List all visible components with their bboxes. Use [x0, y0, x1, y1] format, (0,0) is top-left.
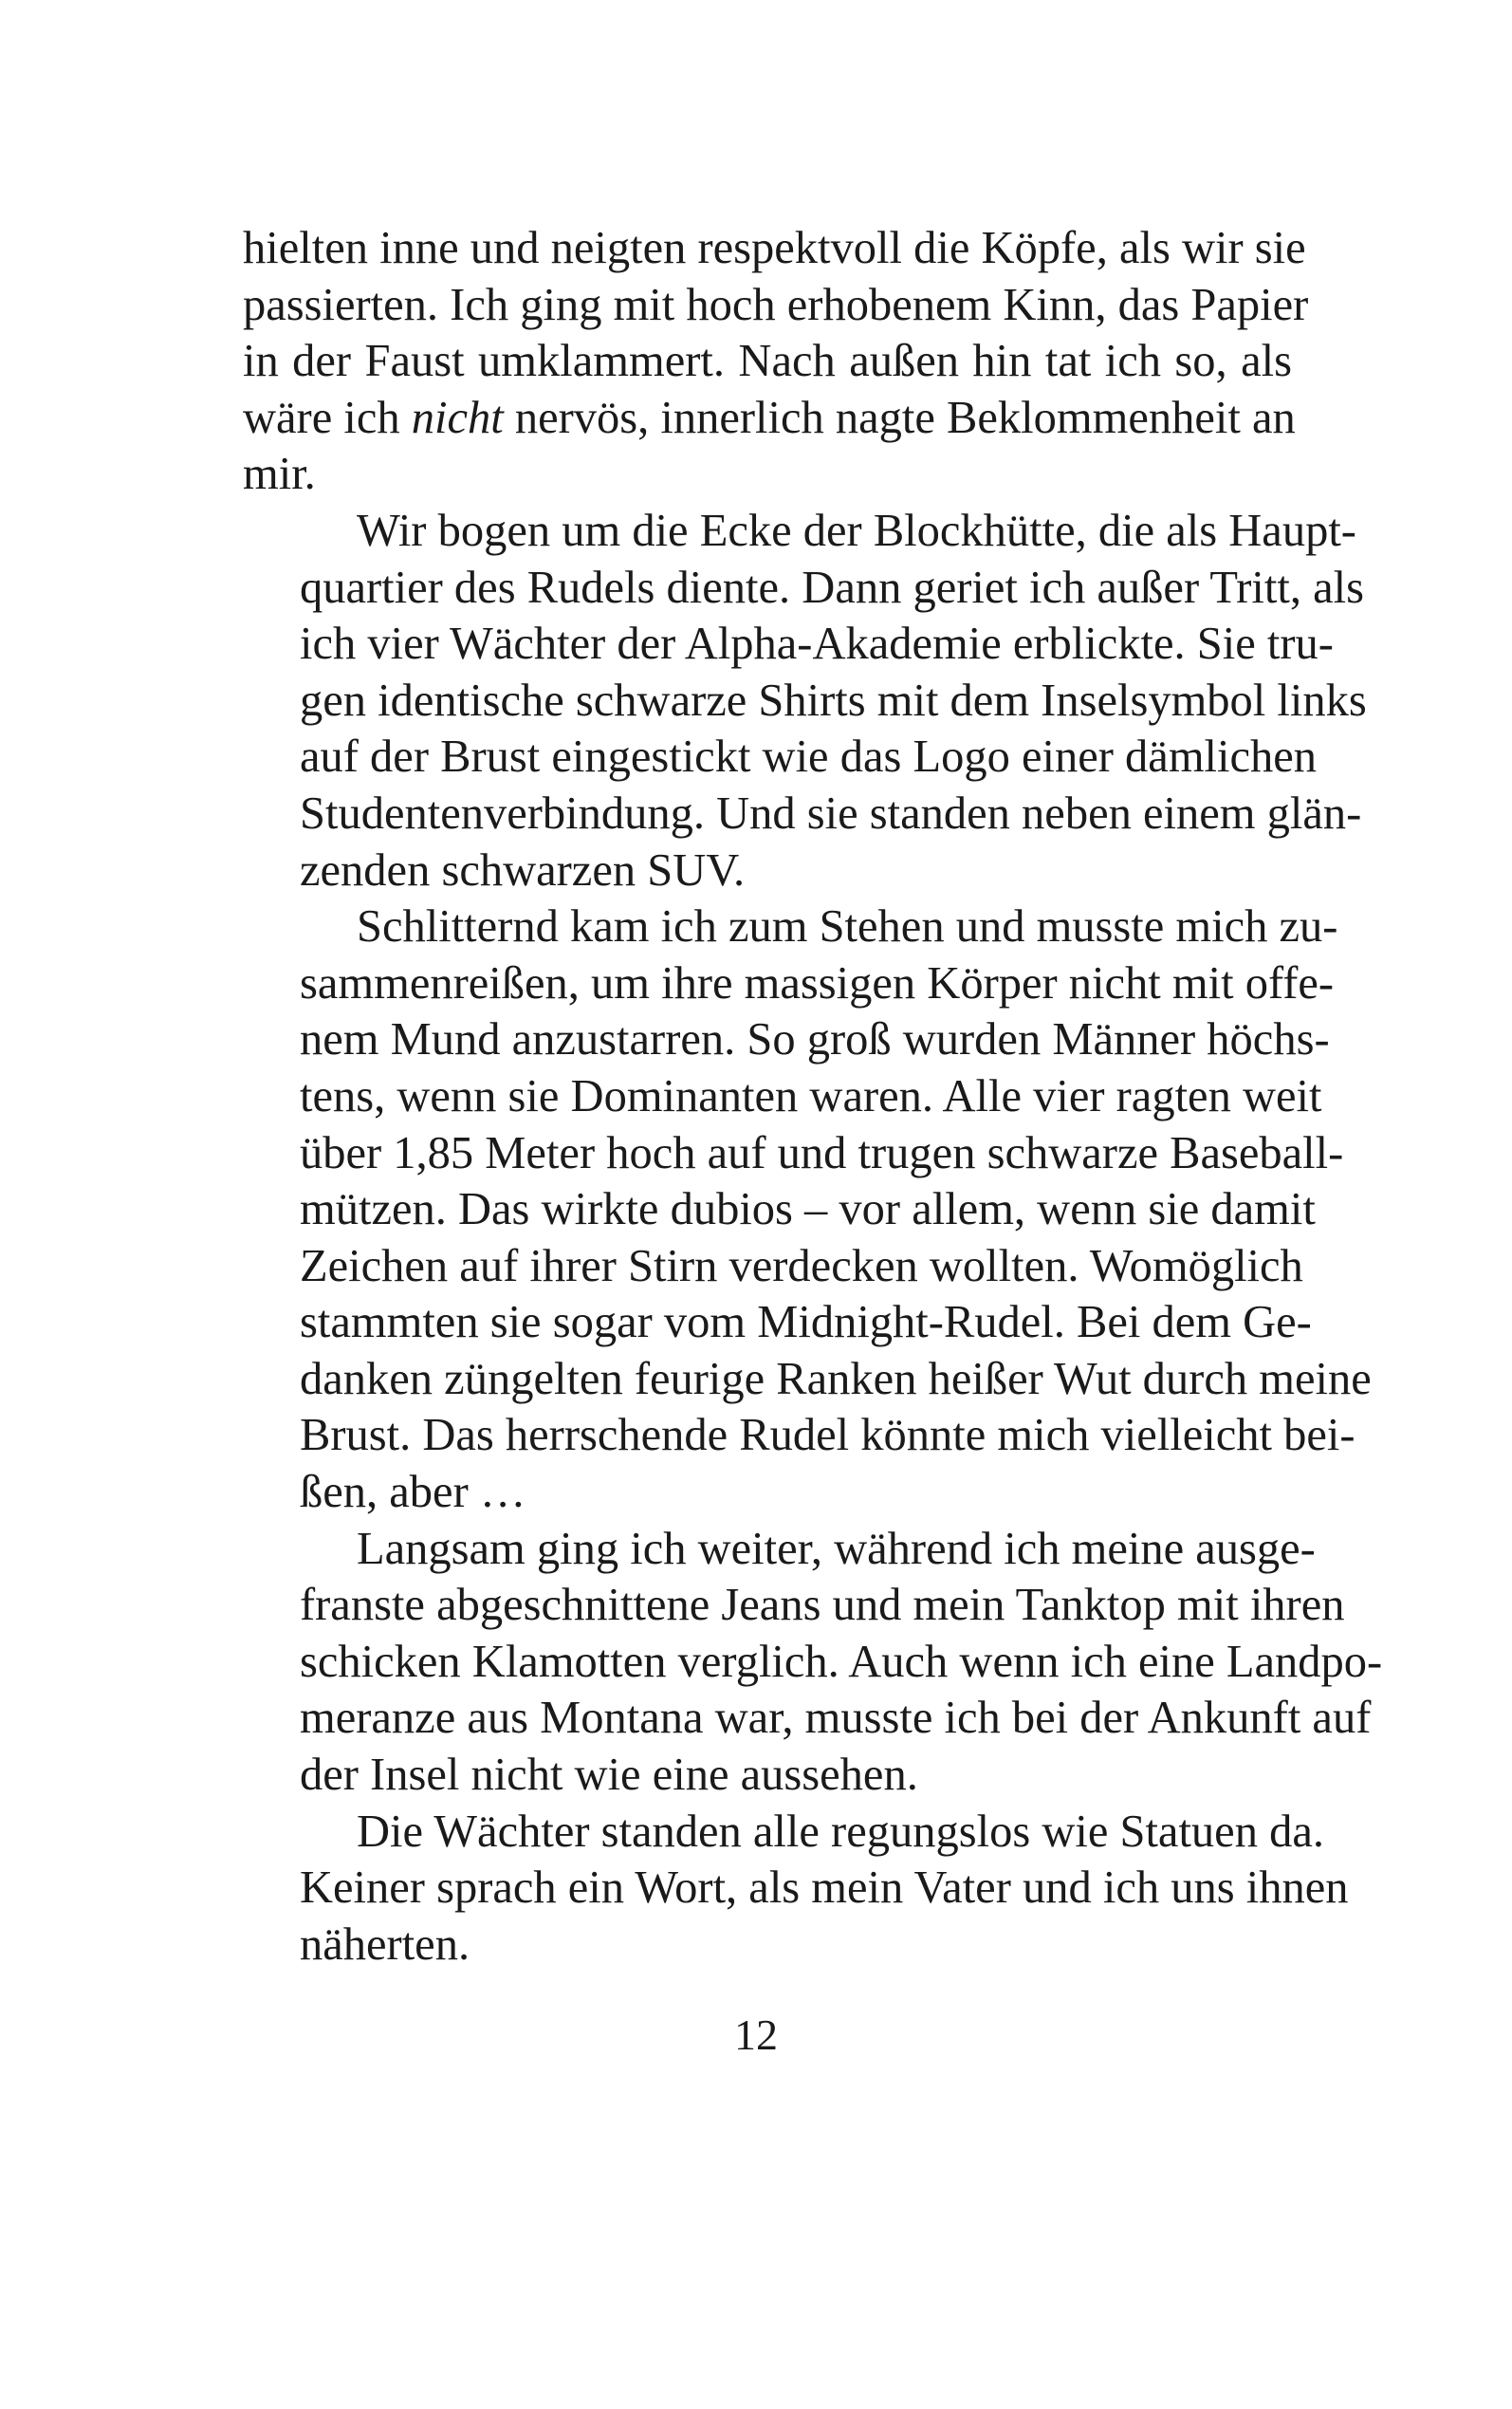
text-line: Brust. Das herrschende Rudel könnte mich vielleicht bei-: [300, 1410, 1355, 1461]
text-line: hielten inne und neigten respektvoll die Köpfe, als wir sie: [243, 223, 1306, 273]
paragraph: [243, 503, 1367, 899]
text-line: ich vier Wächter der Alpha-Akademie erblickte. Sie tru-: [300, 619, 1334, 670]
text-line: der Insel nicht wie eine aussehen.: [300, 1750, 918, 1801]
text-line: stammten sie sogar vom Midnight-Rudel. Bei dem Ge-: [300, 1297, 1312, 1348]
text-line: über 1,85 Meter hoch auf und trugen schwarze Baseball-: [300, 1127, 1344, 1178]
text-line: schicken Klamotten verglich. Auch wenn ich eine Landpo-: [300, 1636, 1383, 1687]
paragraph: [243, 1521, 1383, 1804]
text-line: sammenreißen, um ihre massigen Körper nicht mit offe-: [300, 957, 1335, 1009]
text-line: nem Mund anzustarren. So groß wurden Männer höchs-: [300, 1014, 1330, 1066]
text-segment: nervös, innerlich nagte Beklommenheit an: [503, 392, 1296, 443]
text-line: näherten.: [300, 1918, 470, 1970]
text-line: zenden schwarzen SUV.: [300, 844, 746, 896]
emphasis: nicht: [411, 392, 504, 443]
text-line: in der Faust umklammert. Nach außen hin tat ich so, als: [243, 336, 1292, 387]
text-segment: wäre ich: [243, 392, 412, 443]
text-line: Die Wächter standen alle regungslos wie Statuen da.: [357, 1806, 1324, 1857]
text-line: mir.: [243, 449, 316, 500]
text-line: Keiner sprach ein Wort, als mein Vater und ich uns ihnen: [300, 1862, 1349, 1914]
text-line: auf der Brust eingestickt wie das Logo einer dämlichen: [300, 732, 1318, 783]
body-text: [243, 220, 1383, 1973]
paragraph: [243, 220, 1309, 503]
text-line: quartier des Rudels diente. Dann geriet ich außer Tritt, als: [300, 562, 1364, 613]
page-number: 12: [734, 2011, 778, 2059]
text-line: passierten. Ich ging mit hoch erhobenem Kinn, das Papier: [243, 279, 1309, 330]
text-line: ßen, aber …: [300, 1467, 526, 1518]
text-line: [243, 390, 1296, 447]
paragraph: [243, 1804, 1349, 1974]
text-line: meranze aus Montana war, musste ich bei der Ankunft auf: [300, 1693, 1372, 1744]
text-line: danken züngelten feurige Ranken heißer Wut durch meine: [300, 1353, 1372, 1404]
text-line: Zeichen auf ihrer Stirn verdecken wollten. Womöglich: [300, 1240, 1303, 1291]
paragraph: [243, 899, 1372, 1521]
text-line: Wir bogen um die Ecke der Blockhütte, die als Haupt-: [357, 505, 1356, 556]
text-line: Studentenverbindung. Und sie standen neben einem glän-: [300, 788, 1362, 839]
text-line: gen identische schwarze Shirts mit dem Inselsymbol links: [300, 675, 1367, 726]
text-line: Langsam ging ich weiter, während ich meine ausge-: [357, 1523, 1316, 1574]
text-line: Schlitternd kam ich zum Stehen und musste mich zu-: [357, 901, 1338, 953]
text-line: mützen. Das wirkte dubios – vor allem, wenn sie damit: [300, 1184, 1316, 1235]
text-line: franste abgeschnittene Jeans und mein Tanktop mit ihren: [300, 1580, 1345, 1631]
text-line: tens, wenn sie Dominanten waren. Alle vier ragten weit: [300, 1070, 1322, 1121]
